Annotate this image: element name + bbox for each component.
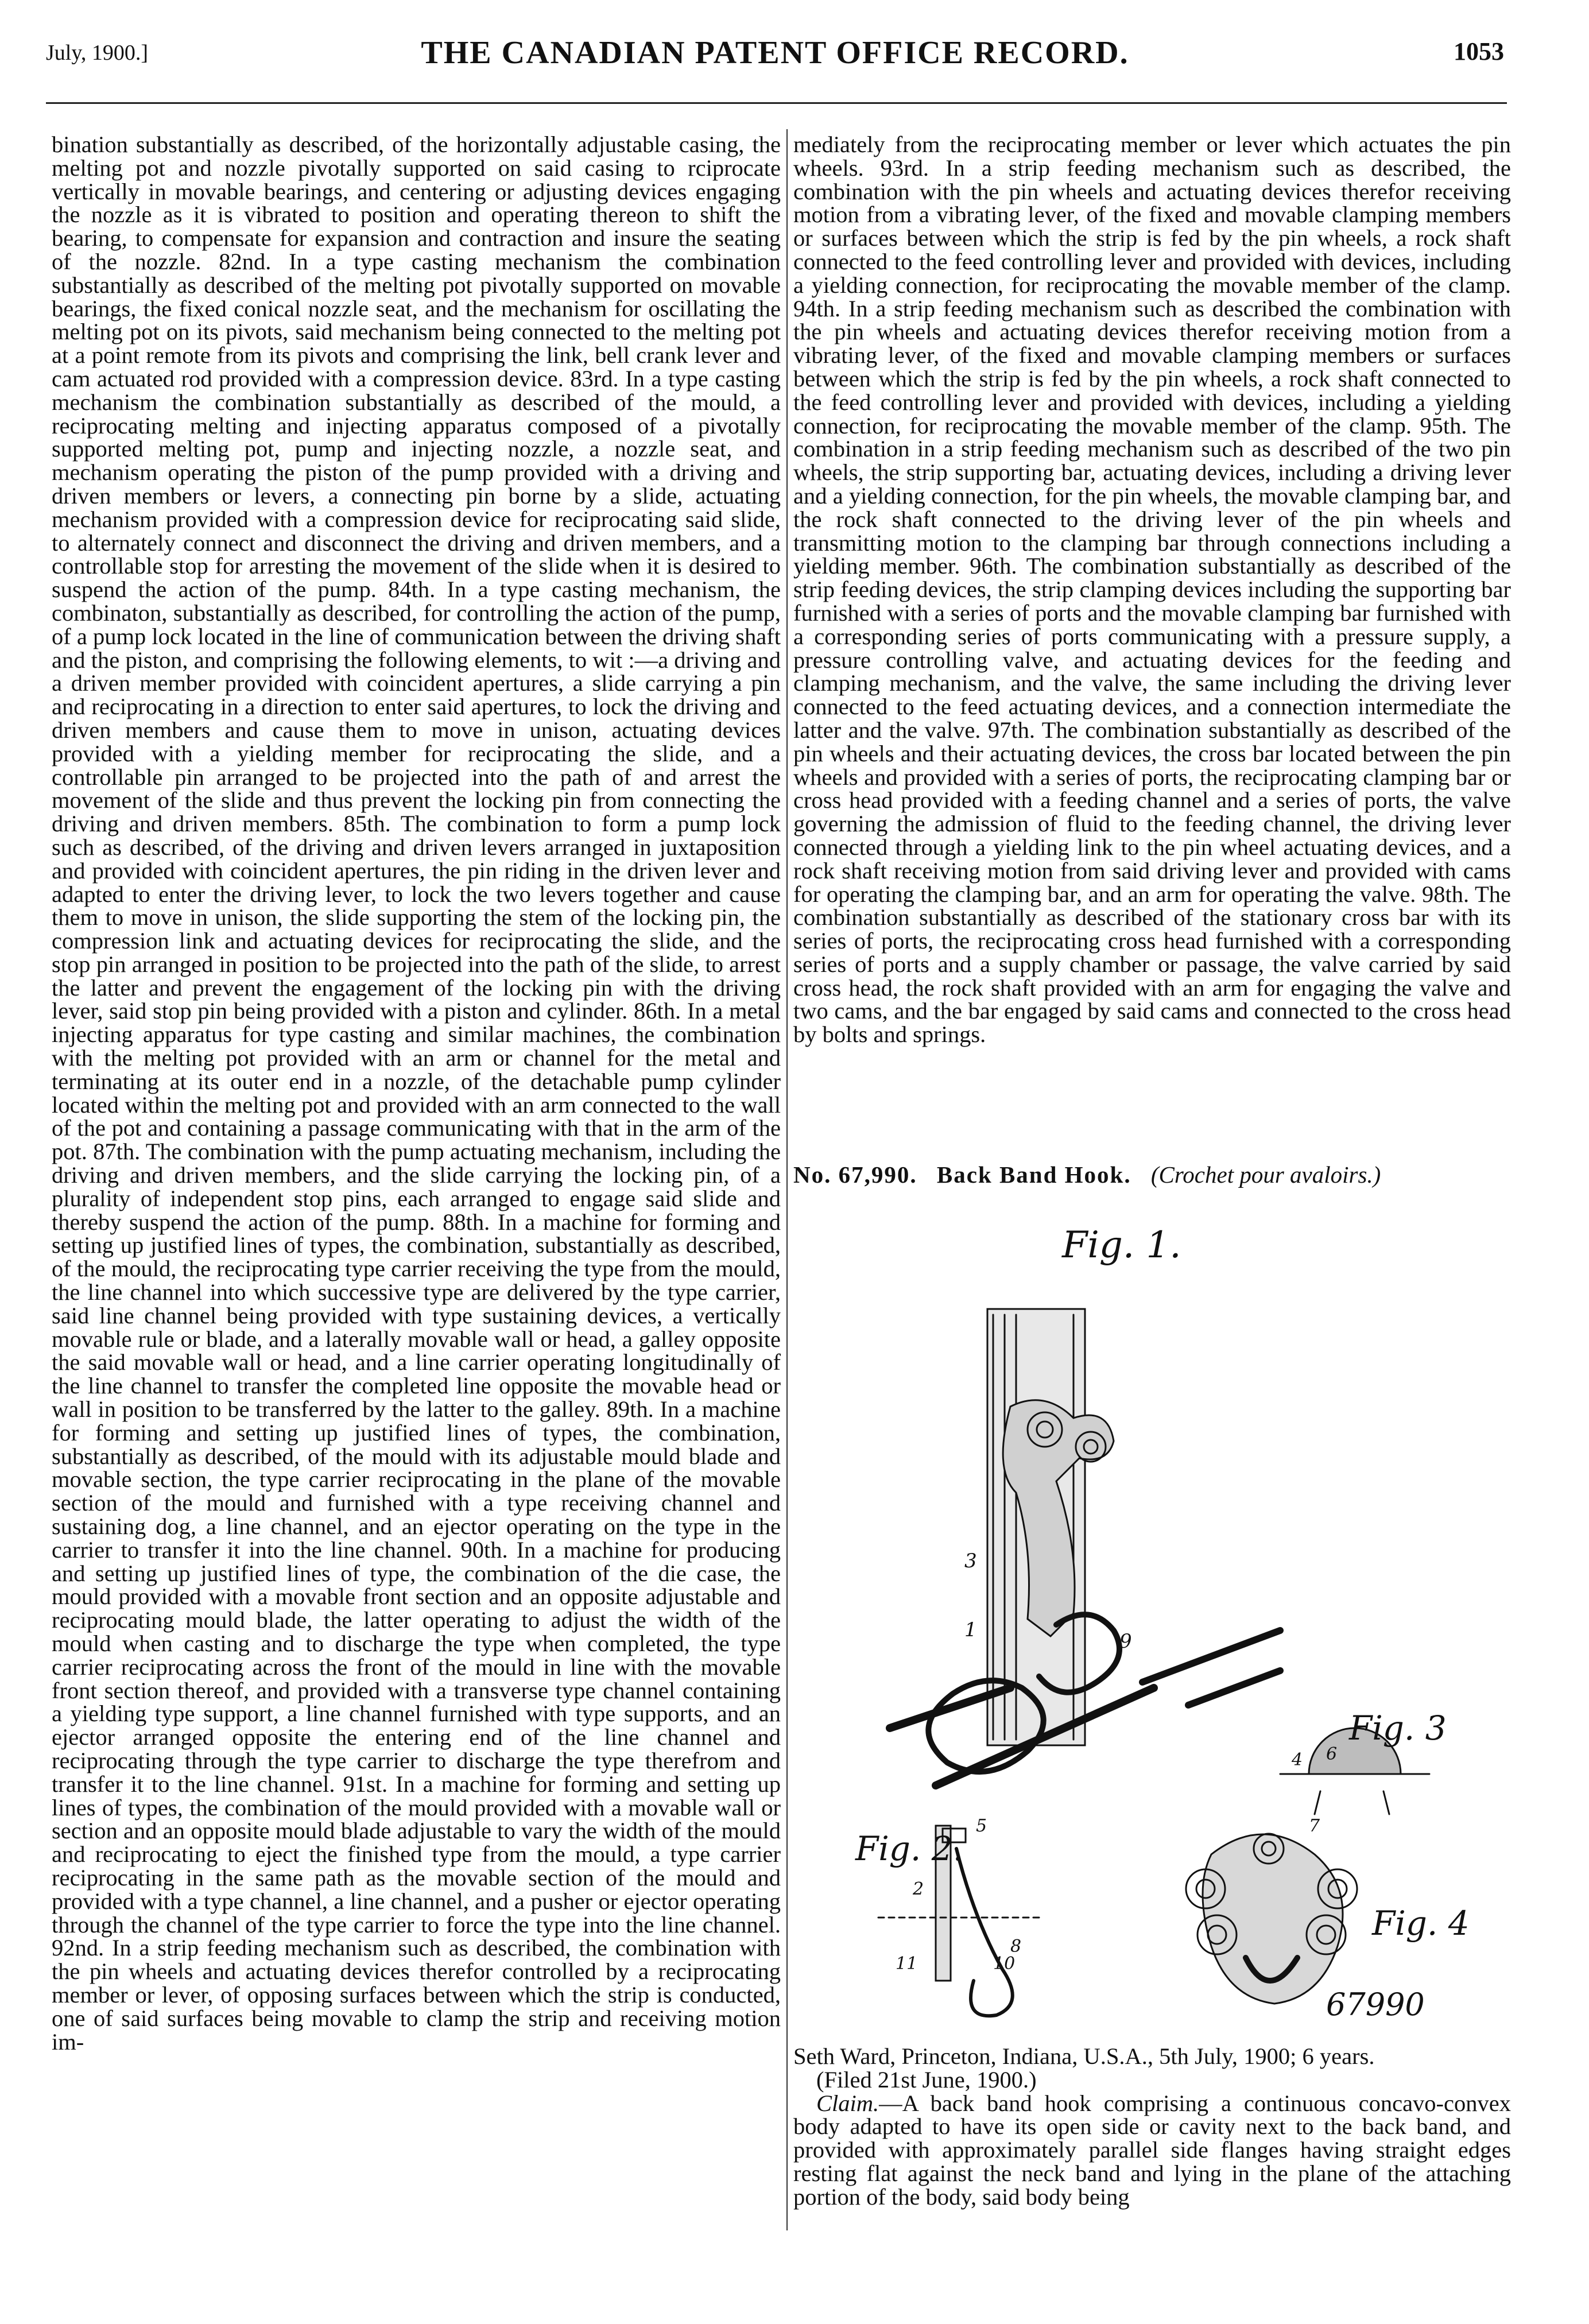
numeral: 10 (993, 1954, 1016, 1974)
patent-number: No. 67,990. (793, 1161, 917, 1188)
fig1-drawing (890, 1309, 1280, 1785)
patent-drawing (821, 1188, 1504, 2032)
numeral: 8 (1010, 1936, 1022, 1957)
numeral: 5 (976, 1816, 987, 1836)
patent-title: Back Band Hook. (936, 1161, 1131, 1188)
numeral: 1 (964, 1618, 977, 1641)
inventor-line: Seth Ward, Princeton, Indiana, U.S.A., 5th July, 1900; 6 years. (793, 2045, 1375, 2069)
page-header (46, 34, 1504, 69)
journal-title: THE CANADIAN PATENT OFFICE RECORD. (421, 35, 1129, 71)
patent-heading (793, 1161, 1511, 1188)
filed-line: (Filed 21st June, 1900.) (816, 2066, 1037, 2093)
left-column-text: bination substantially as described, of the horizontally adjustable casing, the melting pot and nozzle pivotally supported on said casing to rciprocate vertically in movable bearings, and centering or adjusting devices engaging the nozzle as it is vibrated to position and operating thereon to shift the bearing, to compensate for expansion and contraction and insure the seating of the nozzle. 82nd. In a type casting mechanism the combination substantially as described of the melting pot pivotally supported on movable bearings, the fixed conical nozzle seat, and the mechanism for oscillating the melting pot on its pivots, said mechanism being connected to the melting pot at a point remote from its pivots and comprising the link, bell crank lever and cam actuated rod provided with a compression device. 83rd. In a type casting mechanism the combination substantially as described of the mould, a reciprocating melting and injecting apparatus composed of a pivotally supported melting pot, pump and injecting nozzle, a nozzle seat, and mechanism operating the piston of the pump provided with a driving and driven members or levers, a connecting pin borne by a slide, actuating mechanism provided with a compression device for reciprocating said slide, to alternately connect and disconnect the driving and driven members, and a controllable stop for arresting the movement of the slide when it is desired to suspend the action of the pump. 84th. In a type casting mechanism, the combinaton, substantially as described, for controlling the action of the pump, of a pump lock located in the line of communication between the driving shaft and the piston, and comprising the following elements, to wit :—a driving and a driven member provided with coincident apertures, a slide carrying a pin and reciprocating in a direction to enter said apertures, to lock the driving and driven members and cause them to move in unison, actuating devices provided with a yielding member for reciprocating the slide, and a controllable pin arranged to be projected into the path of and arrest the movement of the slide and thus prevent the locking pin from connecting the driving and driven members. 85th. The combination to form a pump lock such as described, of the driving and driven levers arranged in juxtaposition and provided with coincident apertures, the pin riding in the driven lever and adapted to enter the driving lever, to lock the two levers together and cause them to move in unison, the slide supporting the stem of the locking pin, the compression link and actuating devices for reciprocating the slide, and the stop pin arranged in position to be projected into the path of the slide, to arrest the latter and prevent the engagement of the locking pin with the driving lever, said stop pin being provided with a piston and cylinder. 86th. In a metal injecting apparatus for type casting and similar machines, the combination with the melting pot provided with an arm or channel for the metal and terminating at its outer end in a nozzle, of the detachable pump cylinder located within the melting pot and provided with an arm connected to the wall of the pot and containing a passage communicating with that in the arm of the pot. 87th. The combination with the pump actuating mechanism, including the driving and driven members, and the slide carrying the locking pin, of a plurality of independent stop pins, each arranged to engage said slide and thereby suspend the action of the pump. 88th. In a machine for forming and setting up justified lines of types, the combination, substantially as described, of the mould, the reciprocating type carrier receiving the type from the mould, the line channel into which successive type are delivered by the type carrier, said line channel being provided with type sustaining devices, a vertically movable rule or blade, and a laterally movable wall or head, a galley opposite the said movable wall or head, and a line carrier operating longitudinally of the line channel to transfer the completed line opposite the movable head or wall in position to be transferred by the latter to the galley. 89th. In a machine for forming and setting up justified lines of types, the combination, substantially as described, of the mould with its adjustable mould blade and movable section, the type carrier reciprocating in the plane of the movable section of the mould and furnished with a type receiving channel and sustaining dog, a line channel, and an ejector operating on the type in the carrier to transfer it into the line channel. 90th. In a machine for producing and setting up justified lines of type, the combination of the die case, the mould provided with a movable front section and an opposite adjustable and reciprocating mould blade, the latter operating to adjust the width of the mould when casting and to discharge the type when completed, the type carrier reciprocating across the front of the mould in line with the movable front section thereof, and provided with a transverse type channel containing a yielding type support, a line channel furnished with type supports, and an ejector arranged opposite the entering end of the line channel and reciprocating through the type carrier to discharge the type therefrom and transfer it to the line channel. 91st. In a machine for forming and setting up lines of types, the combination of the mould provided with a movable wall or section and an opposite mould blade adjustable to vary the width of the mould and reciprocating to eject the finished type from the mould, a type carrier reciprocating in the same path as the movable section of the mould and provided with a type channel, a line channel, and a pusher or ejector operating through the channel of the type carrier to force the type into the line channel. 92nd. In a strip feeding mechanism such as described, the combination with the pin wheels and actuating devices therefor controlled by a reciprocating member or lever, of opposing surfaces between which the strip is conducted, one of said surfaces being movable to clamp the strip and receiving motion im- (52, 133, 781, 2055)
fig4-label: Fig. 4 (1372, 1904, 1470, 1943)
drawing-number: 67990 (1326, 1986, 1425, 2023)
header-rule (46, 102, 1507, 104)
right-column-text: mediately from the reciprocating member or lever which actuates the pin wheels. 93rd. In a strip feeding mechanism such as described, the combination with the pin wheels and actuating devices therefor receiving motion from a vibrating lever, of the fixed and movable clamping members or surfaces between which the strip is fed by the pin wheels, a rock shaft connected to the feed controlling lever and provided with devices, including a yielding connection, for reciprocating the movable member of the clamp. 94th. In a strip feeding mechanism such as described the combination with the pin wheels and actuating devices therefor receiving motion from a vibrating lever, of the fixed and movable clamping members or surfaces between which the strip is fed by the pin wheels, a rock shaft connected to the feed controlling lever and provided with devices, including a yielding connection, for reciprocating the movable member of the clamp. 95th. The combination in a strip feeding mechanism such as described of the two pin wheels, the strip supporting bar, actuating devices, including a driving lever and a yielding connection, for the pin wheels, the movable clamping bar, and the rock shaft connected to the driving lever of the pin wheels and transmitting motion to the clamping bar through connections including a yielding member. 96th. The combination substantially as described of the strip feeding devices, the strip clamping devices including the supporting bar furnished with a series of ports and the movable clamping bar furnished with a corresponding series of ports communicating with a pressure supply, a pressure controlling valve, and actuating devices for the feeding and clamping mechanism, and the valve, the same including the driving lever connected to the feed actuating devices, and a connection intermediate the latter and the valve. 97th. The combination substantially as described of the pin wheels and their actuating devices, the cross bar located between the pin wheels and provided with a series of ports, the reciprocating clamping bar or cross head provided with a feeding channel and a series of ports, the valve governing the admission of fluid to the feeding channel, the driving lever connected through a yielding link to the pin wheel actuating devices, and a rock shaft receiving motion from said driving lever and provided with cams for operating the clamping bar, and an arm for operating the valve. 98th. The combination substantially as described of the stationary cross bar with its series of ports, the reciprocating cross head furnished with a corresponding series of ports and a supply chamber or passage, the valve carried by said cross head, the rock shaft provided with an arm for engaging the valve and two cams, and the bar engaged by said cams and connected to the cross head by bolts and springs. (793, 133, 1511, 1048)
claim-text: —A back band hook comprising a continuous concavo-convex body adapted to have its open side or cavity next to the back band, and provided with approximately parallel side flanges having straight edges resting flat against the neck band and lying in the plane of the attaching portion of the body, said body being (793, 2090, 1511, 2210)
numeral: 6 (1326, 1744, 1338, 1764)
fig1-label: Fig. 1. (1062, 1224, 1181, 1266)
numeral: 11 (896, 1954, 918, 1974)
claim-label: Claim. (816, 2090, 879, 2116)
fig2-label: Fig. 2. (855, 1829, 964, 1868)
numeral: 4 (1292, 1750, 1303, 1770)
page-number: 1053 (1454, 37, 1504, 65)
patent-french-title: (Crochet pour avaloirs.) (1150, 1161, 1381, 1188)
numeral: 2 (913, 1879, 924, 1899)
fig3-label: Fig. 3 (1349, 1709, 1447, 1748)
numeral: 7 (1309, 1816, 1320, 1836)
fig4-drawing (1186, 1834, 1357, 2004)
numeral: 9 (1119, 1630, 1132, 1653)
column-divider (786, 129, 788, 2230)
numeral: 3 (964, 1550, 977, 1572)
issue-date: July, 1900.] (46, 41, 149, 65)
patent-body (793, 2045, 1511, 2234)
